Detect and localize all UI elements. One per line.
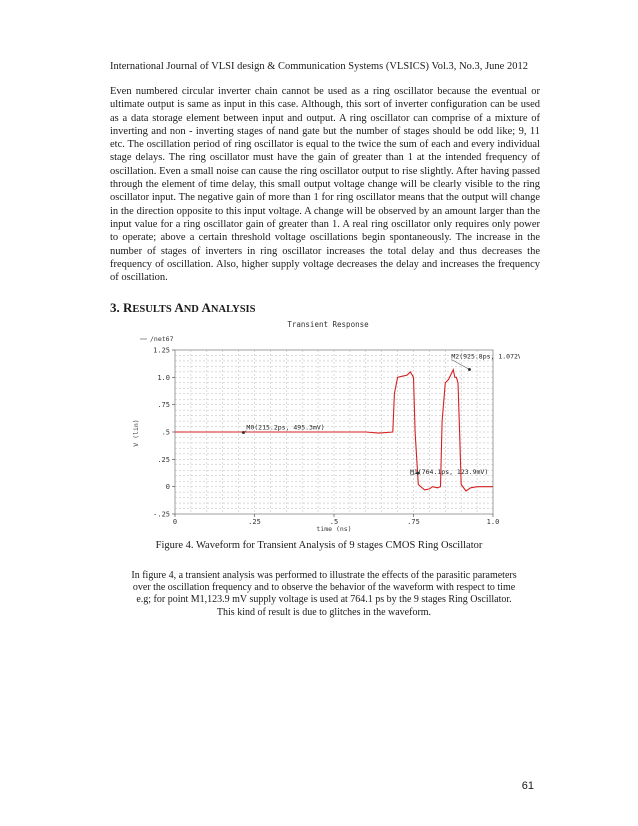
y-axis-label: V (lin) xyxy=(132,419,140,447)
chart-svg xyxy=(110,312,520,534)
chart-title: Transient Response xyxy=(287,320,369,329)
heading-initial-r: R xyxy=(123,300,133,315)
legend-label: /net67 xyxy=(150,335,174,343)
y-tick-label: 1.0 xyxy=(157,373,170,382)
note-line-3: e.g; for point M1,123.9 mV supply voltage is used at 764.1 ps by the 9 stages Ring Oscillator. xyxy=(136,594,512,606)
x-tick-label: .75 xyxy=(407,518,420,526)
marker-label: M0(215.2ps, 495.3mV) xyxy=(246,423,325,432)
note-line-2: over the oscillation frequency and to observe the behavior of the waveform with respect to time xyxy=(132,582,516,594)
marker-point xyxy=(468,368,471,371)
marker-label: M1(764.1ps, 123.9mV) xyxy=(409,468,489,477)
note-line-1: In figure 4, a transient analysis was performed to illustrate the effects of the parasitic parameters xyxy=(131,570,517,581)
heading-initial-a2: A xyxy=(201,300,211,315)
transient-chart xyxy=(110,312,520,539)
section-number: 3. xyxy=(110,300,123,315)
chart-legend xyxy=(140,335,174,343)
heading-rest-nalysis: NALYSIS xyxy=(210,304,256,315)
page-number: 61 xyxy=(521,780,534,792)
x-tick-label: 0 xyxy=(172,518,178,526)
y-tick-label: 1.25 xyxy=(153,346,170,355)
y-tick-label: .5 xyxy=(161,428,170,437)
figure-caption: Figure 4. Waveform for Transient Analysis of 9 stages CMOS Ring Oscillator xyxy=(155,540,483,551)
x-tick-label: 1.0 xyxy=(486,518,500,526)
heading-rest-esults: ESULTS xyxy=(132,304,175,315)
marker-point xyxy=(242,431,245,434)
y-tick-label: .75 xyxy=(157,401,170,410)
figure-note xyxy=(125,570,523,619)
journal-header: International Journal of VLSI design & Communication Systems (VLSICS) Vol.3, No.3, June 2012 xyxy=(110,61,528,72)
y-tick-label: -.25 xyxy=(153,510,170,519)
x-tick-label: .5 xyxy=(329,518,339,526)
y-tick-label: .25 xyxy=(157,455,170,464)
paragraph-text: Even numbered circular inverter chain cannot be used as a ring oscillator because the eventual or ultimate output is same as input in this case. Although, this sort of inverter configuration can be used as a data storage element between input and output. A ring oscillator can comprise of a mixture of inverting and non - inverting stages of nand gate but the number of stages should be odd like; 9, 11 etc. The oscillation period of ring oscillator is equal to the twice the sum of each and every individual stage delays. The ring oscillator must have the gain of greater than 1 at the intended frequency of oscillation. Even a small noise can cause the ring oscillator output to rise slightly. After having passed through the element of time delay, this small output voltage change will be clearly visible to the ring oscillator input. The negative gain of more than 1 for ring oscillator means that the output will change in the direction opposite to this input voltage. A change will be observed by an amount larger than the input value for a ring oscillator gain of greater than 1. A real ring oscillator only requires only power to operate; above a certain threshold voltage oscillations begin spontaneously. The increase in the number of stages of inverters in ring oscillator increases the total delay and thus decreases the frequency of oscillation. Also, higher supply voltage decreases the delay and increases the frequency of oscillation. xyxy=(110,86,540,284)
note-line-4: This kind of result is due to glitches in the waveform. xyxy=(216,606,432,618)
heading-initial-a1: A xyxy=(174,300,184,315)
body-paragraph xyxy=(110,85,540,284)
marker-group xyxy=(242,352,520,476)
heading-rest-nd: ND xyxy=(183,304,202,315)
marker-label: M2(925.8ps, 1.072V) xyxy=(451,352,520,361)
y-tick-label: 0 xyxy=(165,483,170,492)
x-axis-label: time (ns) xyxy=(316,525,352,533)
x-tick-label: .25 xyxy=(248,518,261,526)
tick-labels xyxy=(153,347,499,527)
